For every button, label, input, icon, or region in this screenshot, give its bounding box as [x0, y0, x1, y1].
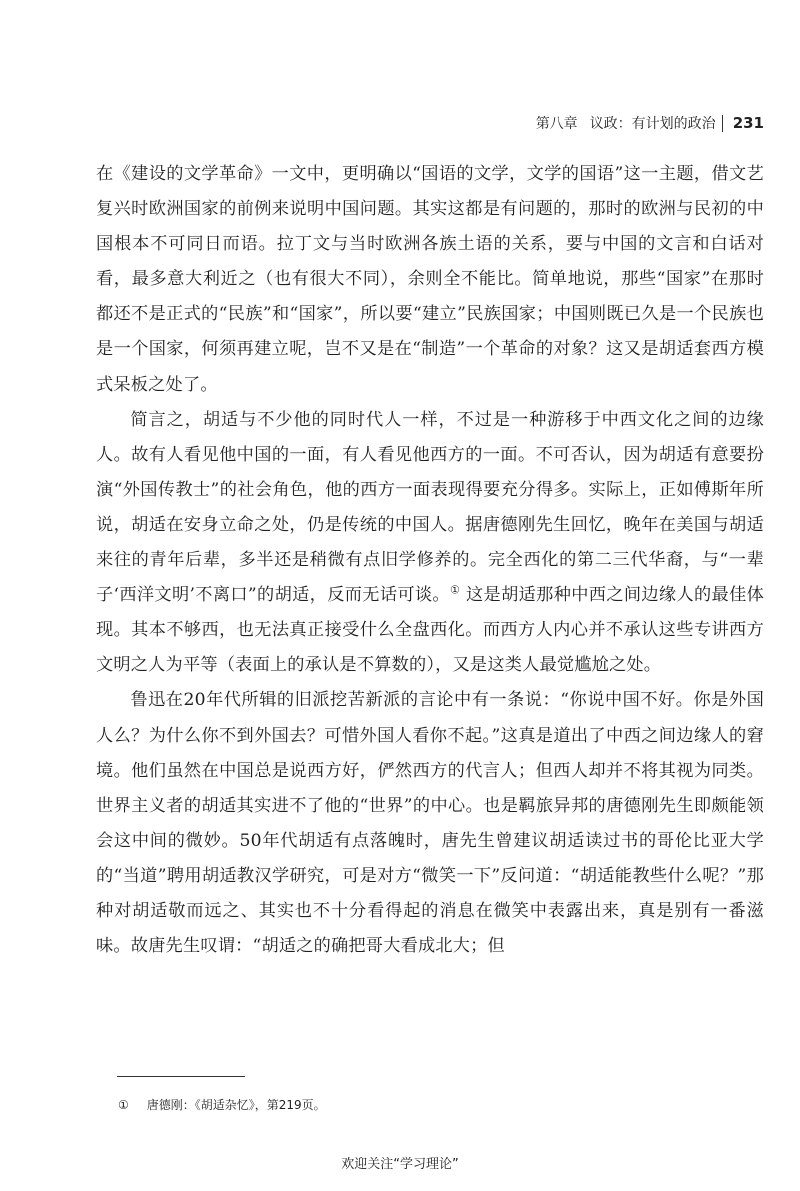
running-header — [96, 113, 764, 133]
footnote-divider — [117, 1076, 245, 1077]
body-text — [96, 157, 764, 964]
bottom-note: 欢迎关注“学习理论” — [341, 1157, 459, 1172]
footnote-number: ① — [118, 1098, 129, 1112]
page-number: 231 — [732, 114, 764, 132]
paragraph-1: 在《建设的文学革命》一文中，更明确以“国语的文学，文学的国语”这一主题，借文艺复兴时欧洲国家的前例来说明中国问题。其实这都是有问题的，那时的欧洲与民初的中国根本不可同日而语。拉丁文与当时欧洲各族土语的关系，要与中国的文言和白话对看，最多意大利近之（也有很大不同），余则全不能比。简单地说，那些“国家”在那时都还不是正式的“民族”和“国家”，所以要“建立”民族国家；中国则既已久是一个民族也是一个国家，何须再建立呢，岂不又是在“制造”一个革命的对象？这又是胡适套西方模式呆板之处了。 — [96, 164, 764, 395]
header-divider — [722, 115, 723, 132]
paragraph-2 — [96, 403, 764, 684]
paragraph-3: 鲁迅在20年代所辑的旧派挖苦新派的言论中有一条说：“你说中国不好。你是外国人么？为什么你不到外国去？可惜外国人看你不起。”这真是道出了中西之间边缘人的窘境。他们虽然在中国总是说西方好，俨然西方的代言人；但西人却并不将其视为同类。世界主义者的胡适其实进不了他的“世界”的中心。也是羁旅异邦的唐德刚先生即颇能领会这中间的微妙。50年代胡适有点落魄时，唐先生曾建议胡适读过书的哥伦比亚大学的“当道”聘用胡适教汉学研究，可是对方“微笑一下”反问道：“胡适能教些什么呢？”那种对胡适敬而远之、其实也不十分看得起的消息在微笑中表露出来，真是别有一番滋味。故唐先生叹谓：“胡适之的确把哥大看成北大；但 — [96, 690, 764, 957]
chapter-label: 第八章 — [535, 116, 578, 132]
footnote-reference: ① — [449, 583, 461, 597]
footnote-text: 唐德刚：《胡适杂忆》，第219页。 — [146, 1098, 326, 1112]
paragraph-2-part-2: 这是胡适那种中西之间边缘人的最佳体现。其本不够西，也无法真正接受什么全盘西化。而西方人内心并不承认这些专讲西方文明之人为平等（表面上的承认是不算数的），又是这类人最觉尴尬之处。 — [96, 585, 764, 676]
chapter-title: 议政：有计划的政治 — [589, 116, 716, 132]
paragraph-2-part-1: 简言之，胡适与不少他的同时代人一样，不过是一种游移于中西文化之间的边缘人。故有人看见他中国的一面，有人看见他西方的一面。不可否认，因为胡适有意要扮演“外国传教士”的社会角色，他的西方一面表现得要充分得多。实际上，正如傅斯年所说，胡适在安身立命之处，仍是传统的中国人。据唐德刚先生回忆，晚年在美国与胡适来往的青年后辈，多半还是稍微有点旧学修养的。完全西化的第二三代华裔，与“一辈子‘西洋文明’不离口”的胡适，反而无话可谈。 — [96, 409, 764, 606]
footnote — [118, 1096, 326, 1113]
